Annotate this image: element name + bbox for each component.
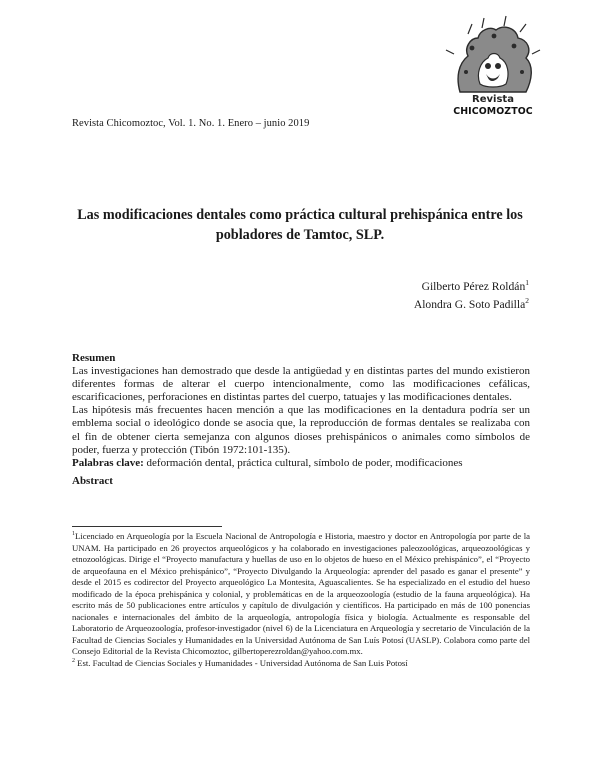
author-1: Gilberto Pérez Roldán$^1$ [421, 278, 529, 293]
footnote-divider [72, 526, 222, 527]
resumen-heading: Resumen [72, 352, 116, 364]
author-2: Alondra G. Soto Padilla$^2$ [413, 296, 529, 311]
footnotes [72, 531, 530, 669]
logo-revista-label: Revista [472, 94, 514, 105]
resumen-paragraph-2: Las hipótesis más frecuentes hacen mención a que las modificaciones en la dentadura podría ser un emblema social o ideológico donde se asocia que, la reproducción de formas dentales se realizaba con el fin de obtener cierta semejanza con algunos dioses prehispánicos o animales como símbolos de poder, fuerza y protección (Tibón 1972:101-135). [72, 404, 530, 456]
keywords [72, 457, 530, 470]
author-list [414, 278, 529, 314]
resumen-section [72, 352, 530, 470]
journal-logo [442, 14, 544, 134]
article-title: Las modificaciones dentales como práctica cultural prehispánica entre los pobladores de Tamtoc, SLP. [77, 207, 523, 243]
resumen-paragraph-1: Las investigaciones han demostrado que desde la antigüedad y en distintas partes del mundo existieron diferentes formas de alterar el cuerpo intencionalmente, como las modificaciones cefálicas, escarificaciones, perforaciones en distintas partes del cuerpo, tatuajes y las modificaciones dentales. [72, 365, 530, 404]
keywords-text: deformación dental, práctica cultural, símbolo de poder, modificaciones [143, 456, 463, 469]
logo-chicomoztoc-label: CHICOMOZTOC [453, 106, 533, 117]
keywords-label: Palabras clave: [72, 456, 144, 469]
footnote-1: $^1$Licenciado en Arqueología por la Escuela Nacional de Antropología e Historia, maestro y doctor en Antropología por parte de la UNAM. Ha participado en 26 proyectos arqueológicos y ha colaborado en investigaciones paleozoológicas, arqueozoológicas y etnozoológicas. Dirige el “Proyecto manufactura y huellas de uso en lo objetos de hueso en el México prehispánico”, el “Proyecto de arqueofauna en el México prehispánico”, “Proyecto Divulgando la Arqueología: aprender del pasado es ganar el presente” y desde el 2015 es codirector del Proyecto arqueológico La Montesita, Aguascalientes. Se ha especializado en el estudio del hueso modificado de la época prehispánica y colonial, y problemáticas en de la arqueozoología (estudio de la fauna arqueológica). Ha escrito más de 50 publicaciones entre artículos y capítulo de divulgación y científicos. Ha participado en más de 100 ponencias nacionales e internacionales del ámbito de la arqueología, antropología física y biología. Actualmente es responsable del Laboratorio de Arqueozoología, profesor-investigador (nivel 6) de la Licenciatura en Arqueología y secretario de Vinculación de la Facultad de Ciencias Sociales y Humanidades en la Universidad Autónoma de San Luís Potosí (UASLP). Colabora como parte del Consejo Editorial de la Revista Chicomoztoc, gilbertoperezroldan@yahoo.com.mx. [72, 531, 530, 656]
journal-citation: Revista Chicomoztoc, Vol. 1. No. 1. Enero – junio 2019 [72, 118, 310, 129]
abstract-heading: Abstract [72, 475, 113, 487]
chicomoztoc-glyph-icon [442, 14, 544, 96]
footnote-2: $^2$ Est. Facultad de Ciencias Sociales y Humanidades - Universidad Autónoma de San Luis Potosí [72, 657, 408, 668]
